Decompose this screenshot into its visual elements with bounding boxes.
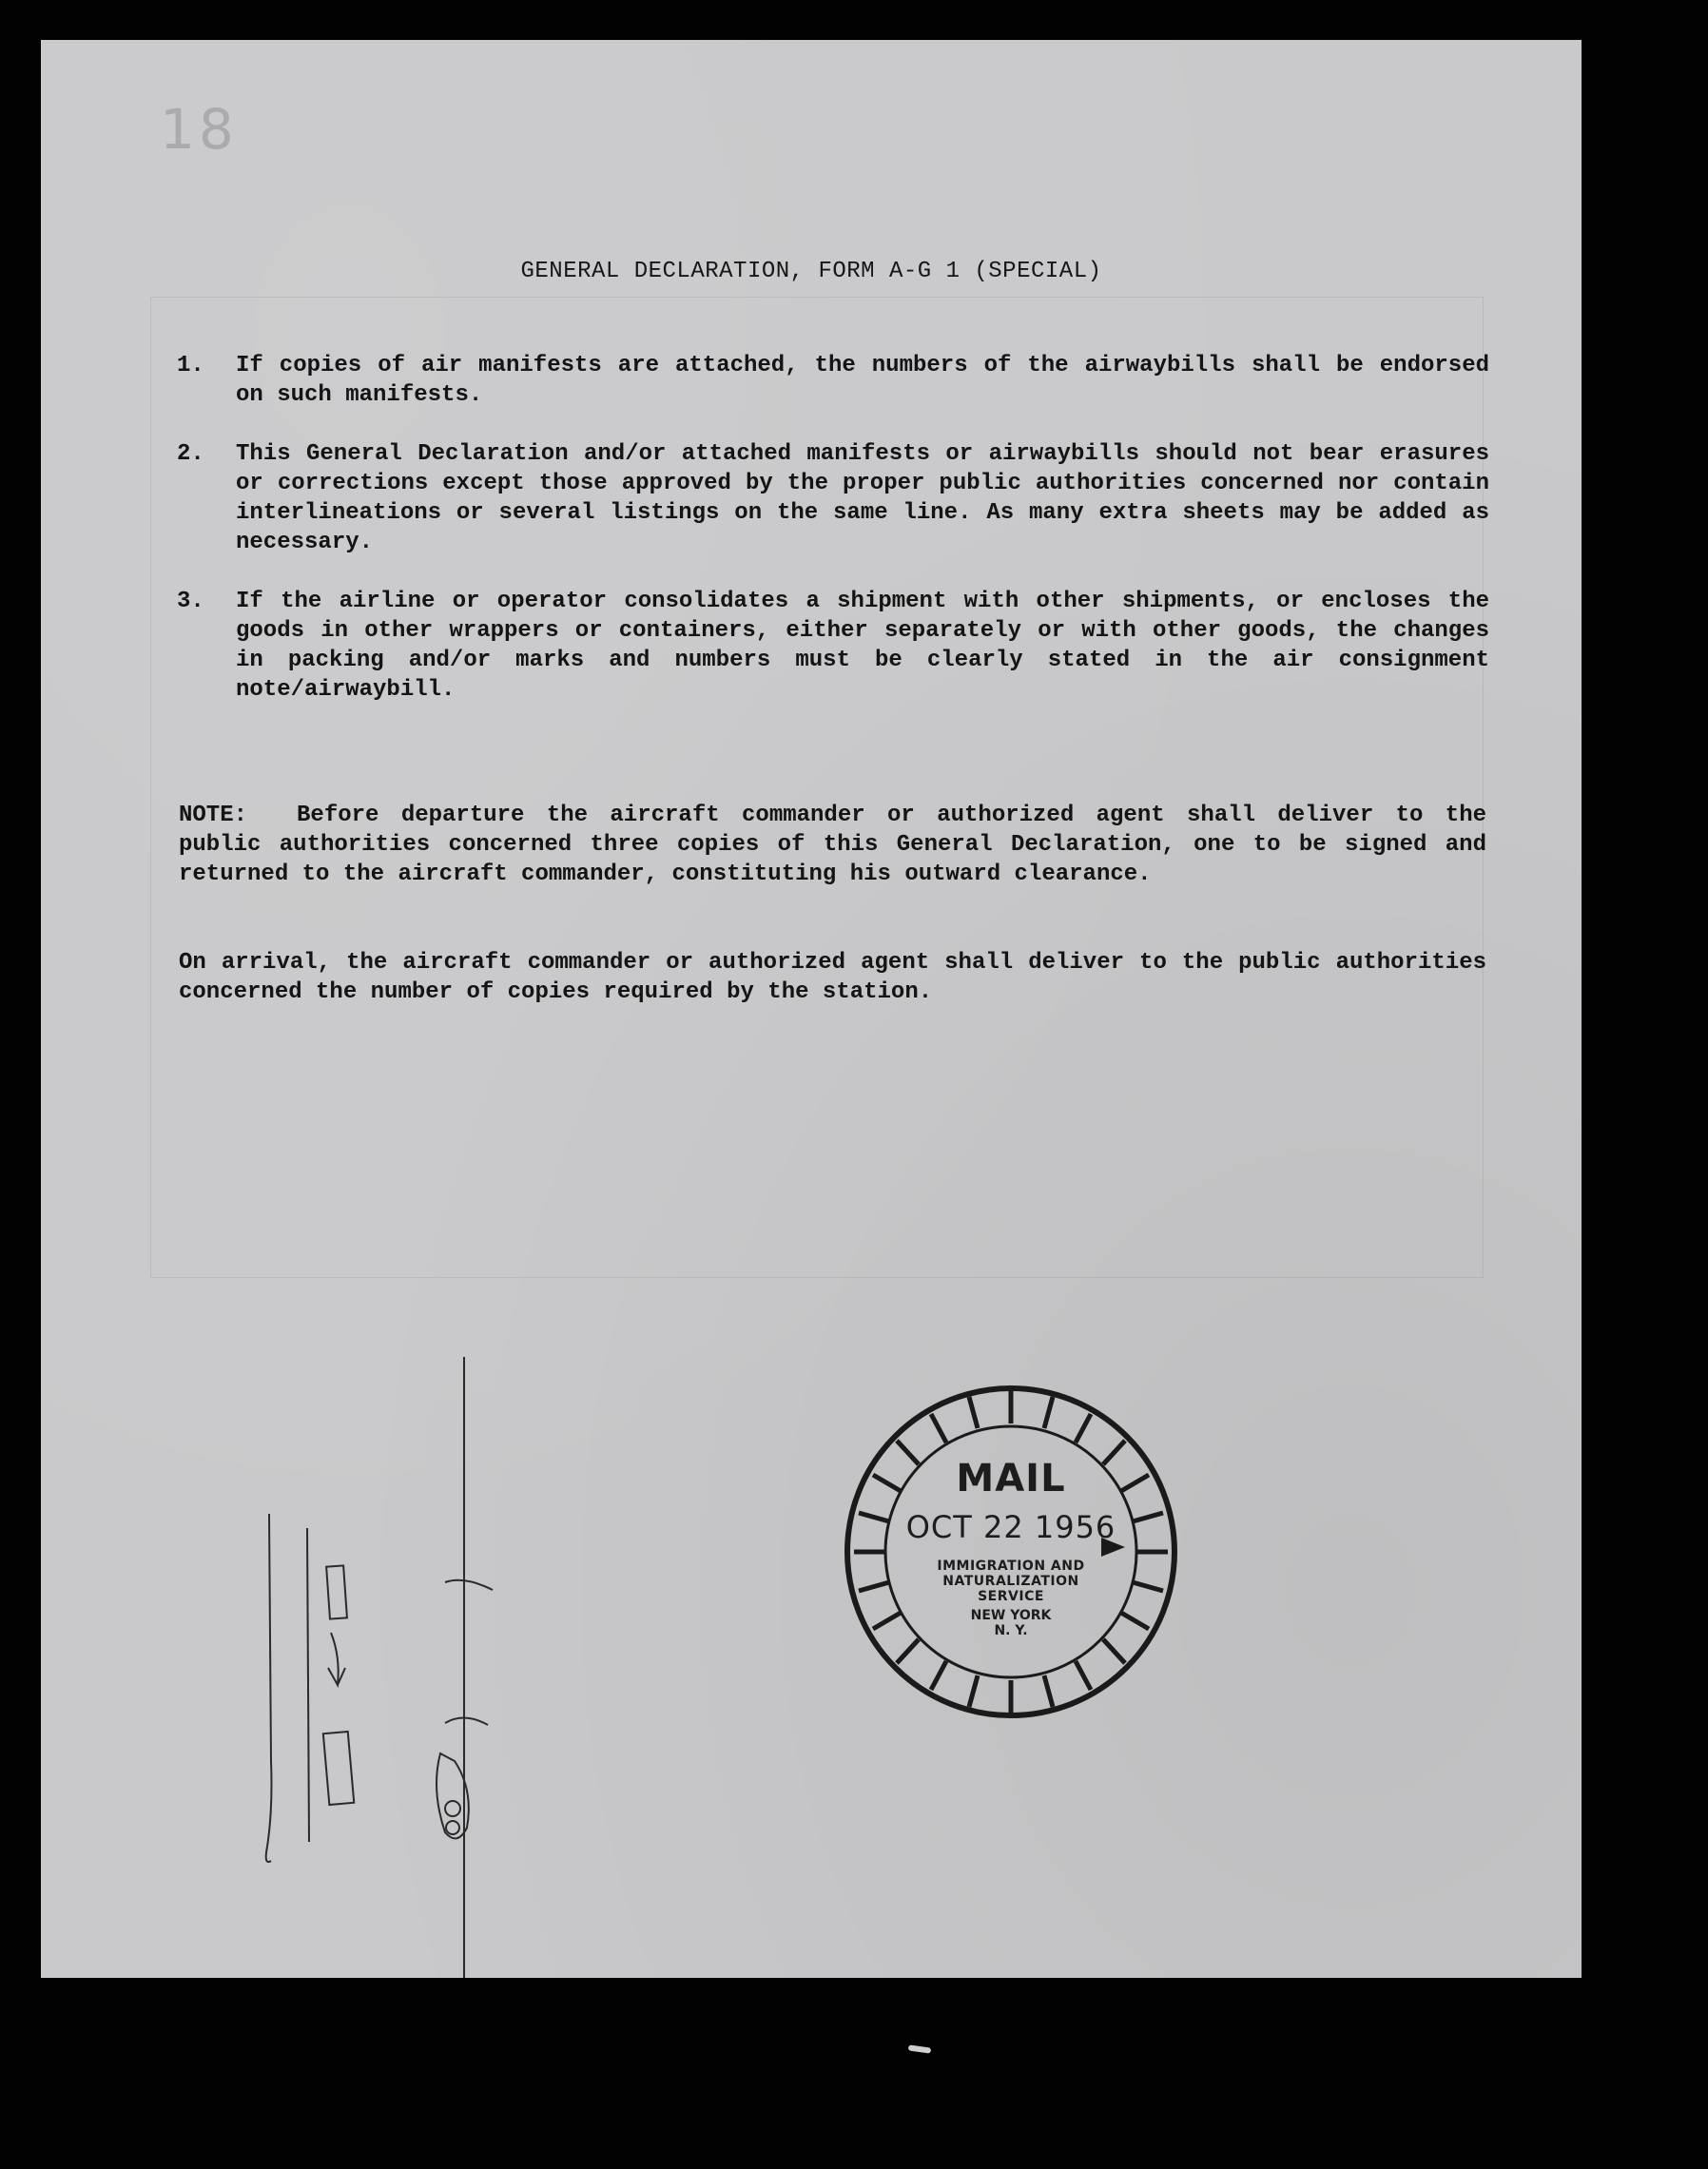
mail-received-stamp [835,1376,1187,1728]
list-item [177,439,1489,557]
stamp-city-line: NEW YORK [970,1608,1052,1623]
item-number: 1. [177,353,204,378]
stamp-ring [835,1376,1187,1728]
scan-artifact [908,2044,932,2053]
item-number: 3. [177,589,204,614]
stamp-agency-line: NATURALIZATION [942,1574,1079,1589]
faint-page-number: 18 [160,97,238,162]
stamp-date: OCT 22 1956 [905,1509,1116,1545]
item-text: This General Declaration and/or attached manifests or airwaybills should not bear erasures or corrections except those approved by the proper public authorities concerned nor contain interlineations or several listings on the same line. As many extra sheets may be added as necessary. [236,441,1489,555]
document-title: GENERAL DECLARATION, FORM A-G 1 (SPECIAL) [520,259,1102,284]
item-text: If the airline or operator consolidates a shipment with other shipments, or encloses the goods in other wrappers or containers, either separately or with other goods, the changes in packing and/or marks and numbers must be clearly stated in the air consignment note/airwaybill. [236,589,1489,703]
stamp-mail-label: MAIL [956,1457,1066,1501]
item-number: 2. [177,441,204,467]
item-text: If copies of air manifests are attached, the numbers of the airwaybills shall be endorsed on such manifests. [236,353,1489,408]
list-item [177,587,1489,705]
pencil-sketch-marks [250,1314,497,1978]
note-text: Before departure the aircraft commander or authorized agent shall deliver to the public authorities concerned three copies of this General Declaration, one to be signed and returned to the aircraft commander, constituting his outward clearance. [179,803,1486,887]
note-label: NOTE: [179,803,248,828]
stamp-city-line: N. Y. [994,1623,1028,1638]
note-paragraph [179,801,1486,889]
instruction-list [177,351,1489,734]
arrival-paragraph: On arrival, the aircraft commander or authorized agent shall deliver to the public authorities concerned the number of copies required by the station. [179,950,1486,1005]
stamp-agency-line: IMMIGRATION AND [937,1559,1085,1574]
document-sheet [41,40,1582,1978]
stamp-agency-line: SERVICE [978,1589,1044,1604]
list-item [177,351,1489,410]
stamp-agency [835,1559,1187,1604]
stamp-city [835,1608,1187,1638]
